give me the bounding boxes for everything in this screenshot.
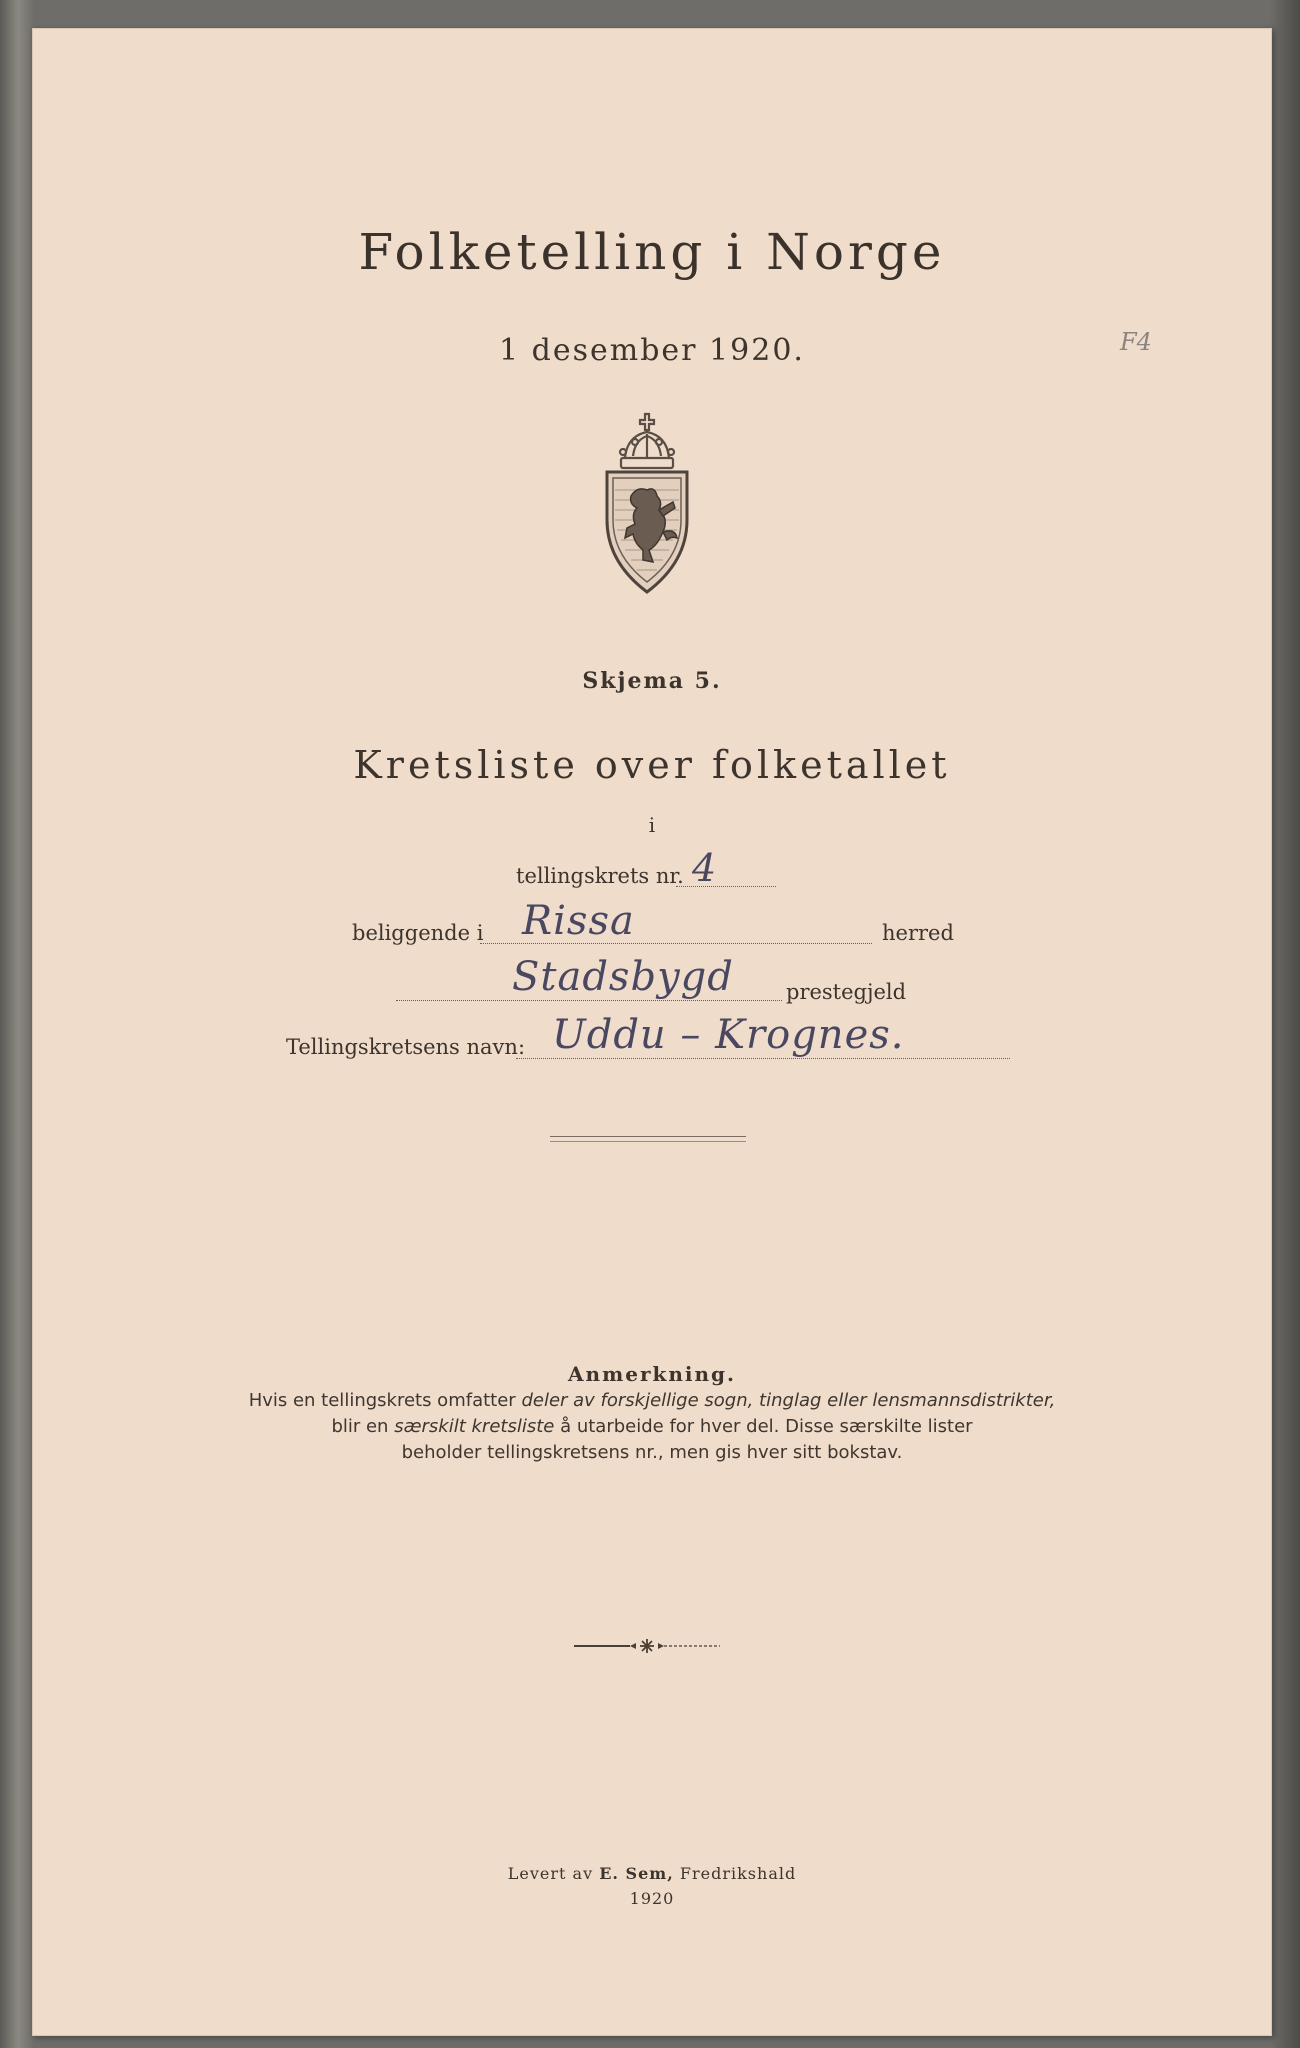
census-form-page — [32, 28, 1272, 2036]
district-number-fill-line — [676, 886, 776, 887]
margin-pencil-note: F4 — [1120, 328, 1152, 356]
located-in-label: beliggende i — [352, 921, 484, 945]
note-line-1-text: Hvis en tellingskrets omfatter — [248, 1390, 516, 1411]
note-line-2-text-a: blir en — [331, 1416, 389, 1437]
parish-fill-line — [396, 1000, 782, 1001]
prestegjeld-suffix: prestegjeld — [786, 980, 907, 1004]
printer-name: E. Sem, — [599, 1864, 674, 1883]
district-number-label: tellingskrets nr. — [516, 864, 684, 888]
note-heading: Anmerkning. — [568, 1362, 736, 1386]
note-line-2 — [32, 1416, 1272, 1437]
printer-credit — [32, 1864, 1272, 1883]
printer-prefix: Levert av — [507, 1864, 594, 1883]
divider-rule — [550, 1136, 746, 1137]
page-subtitle: 1 desember 1920. — [499, 333, 805, 368]
district-name-fill-line — [516, 1058, 1010, 1059]
note-line-1-italic: deler av forskjellige sogn, tinglag eller lensmannsdistrikter, — [521, 1390, 1056, 1411]
preposition-i: i — [648, 813, 656, 837]
note-line-1 — [32, 1390, 1272, 1411]
list-title: Kretsliste over folketallet — [353, 743, 951, 787]
district-number-value[interactable]: 4 — [692, 846, 718, 890]
parish-value[interactable]: Stadsbygd — [512, 954, 734, 1000]
ornament-divider-icon — [572, 1636, 722, 1656]
norwegian-coat-of-arms-icon — [597, 410, 697, 600]
schema-label: Skjema 5. — [582, 668, 722, 694]
note-line-3: beholder tellingskretsens nr., men gis hver sitt bokstav. — [401, 1442, 903, 1463]
note-line-2-italic: særskilt kretsliste — [394, 1416, 555, 1437]
municipality-value[interactable]: Rissa — [522, 898, 635, 944]
district-name-value[interactable]: Uddu – Krognes. — [552, 1012, 905, 1058]
page-title: Folketelling i Norge — [358, 223, 946, 281]
note-line-2-text-b: å utarbeide for hver del. Disse særskilte lister — [560, 1416, 973, 1437]
herred-suffix: herred — [882, 921, 954, 945]
printer-year: 1920 — [629, 1889, 675, 1908]
printer-place: Fredrikshald — [679, 1864, 797, 1883]
district-name-label: Tellingskretsens navn: — [286, 1035, 526, 1059]
divider-rule-second — [550, 1141, 746, 1142]
